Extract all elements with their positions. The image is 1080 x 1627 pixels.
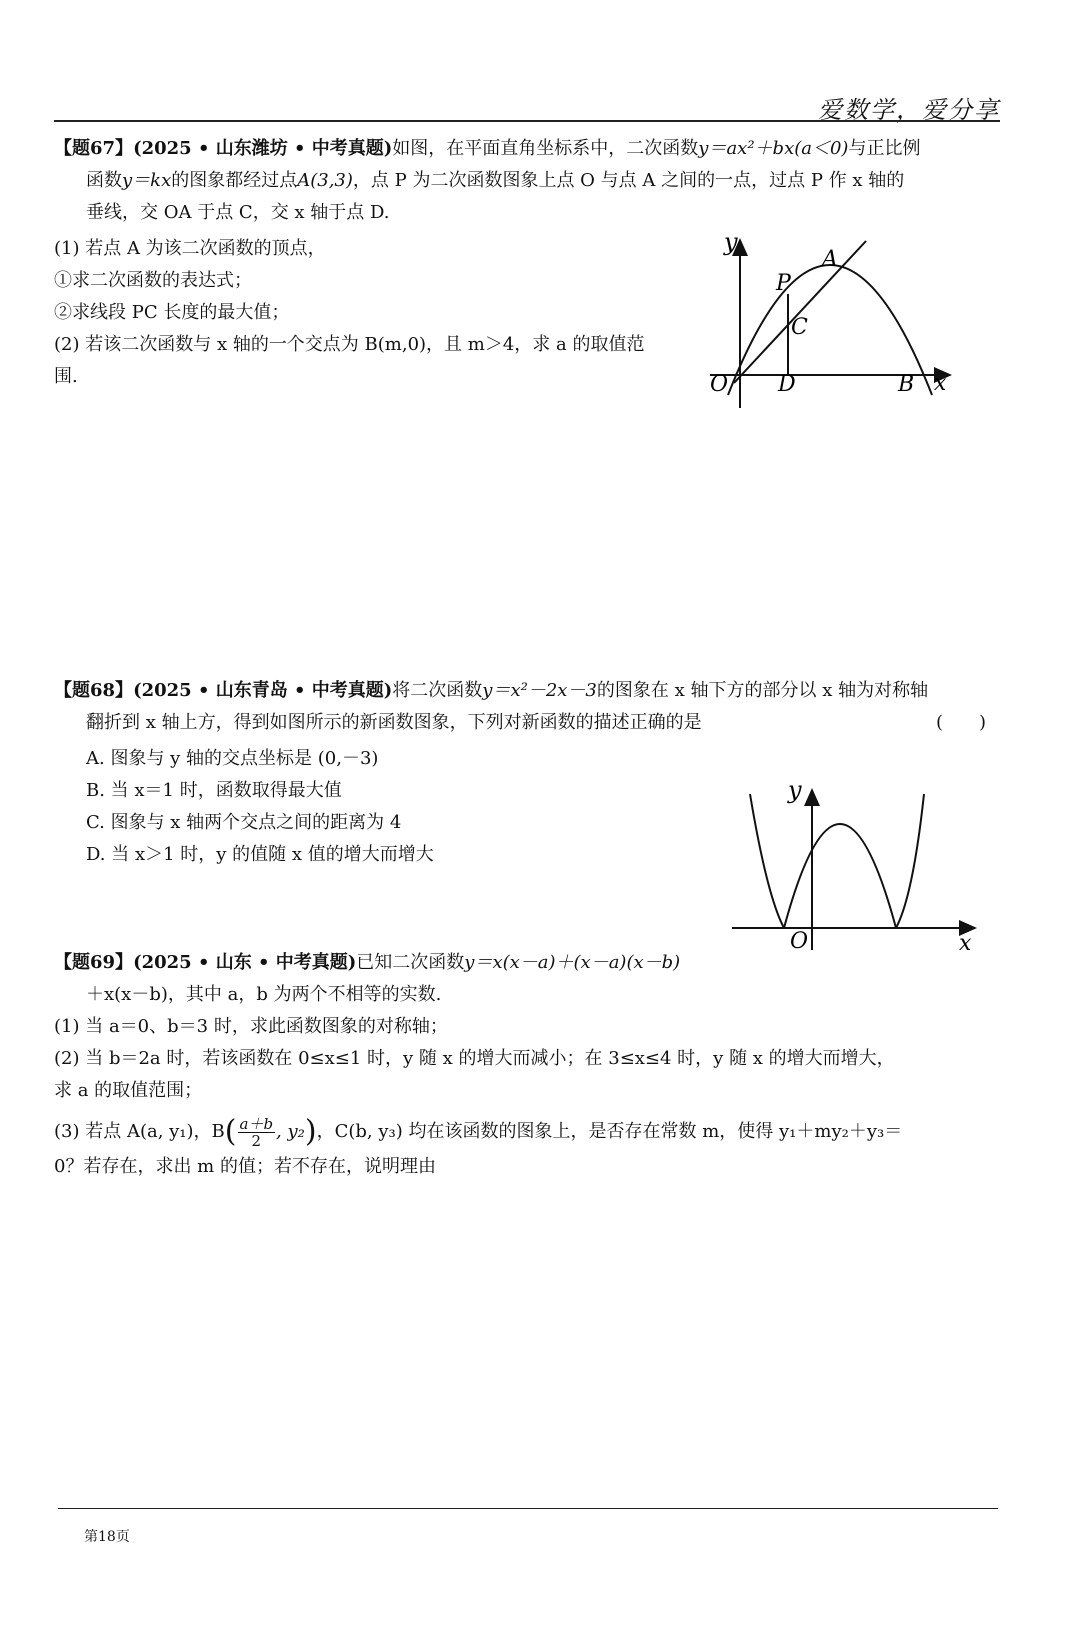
q69-formula: y＝x(x－a)＋(x－a)(x－b) — [464, 952, 681, 973]
q68-option-c: C. 图象与 x 轴两个交点之间的距离为 4 — [86, 812, 402, 833]
q67-part-1-ii: ②求线段 PC 长度的最大值； — [54, 302, 290, 323]
line-oa — [734, 241, 866, 383]
q68-figure — [740, 776, 980, 975]
q69-part-3-text: ，C(b, y₃) 均在该函数的图象上，是否存在常数 m，使得 y₁＋my₂＋y₃＝ — [316, 1121, 903, 1142]
q67-point-a: A(3,3) — [297, 170, 353, 191]
q67-source: (2025 • 山东潍坊 • 中考真题) — [133, 138, 393, 159]
q67-line-1 — [54, 134, 920, 164]
fraction-denominator: 2 — [251, 1131, 262, 1150]
q69-source: (2025 • 山东 • 中考真题) — [133, 952, 357, 973]
q67-stem-text: 与正比例 — [848, 138, 921, 159]
label-c: C — [791, 315, 808, 340]
q68-source: (2025 • 山东青岛 • 中考真题) — [133, 680, 393, 701]
label-y: y — [724, 228, 738, 256]
q68-option-b: B. 当 x＝1 时，函数取得最大值 — [86, 780, 342, 801]
header-rule — [54, 120, 1000, 122]
q69-part-3-text: (3) 若点 A(a, y₁)，B — [54, 1121, 225, 1142]
page-number: 第18页 — [84, 1529, 130, 1545]
header-slogan: 爱数学，爱分享 — [818, 96, 1000, 124]
right-branch — [896, 794, 924, 928]
label-y: y — [788, 776, 802, 804]
q69-part-1: (1) 当 a＝0、b＝3 时，求此函数图象的对称轴； — [54, 1016, 448, 1037]
q67-stem-text: 如图，在平面直角坐标系中，二次函数 — [392, 138, 699, 159]
footer-rule — [58, 1508, 998, 1509]
q68-line-2: 翻折到 x 轴上方，得到如图所示的新函数图象，下列对新函数的描述正确的是 — [86, 712, 702, 733]
q67-part-1-i: ①求二次函数的表达式； — [54, 270, 252, 291]
q67-quadratic-formula: y＝ax²＋bx(a＜0) — [698, 138, 849, 159]
label-x: x — [934, 371, 947, 396]
q69-part-3 — [54, 1112, 902, 1152]
right-paren: ) — [304, 1114, 317, 1149]
q67-tag: 【题67】 — [54, 138, 134, 159]
q68-line-1 — [54, 676, 928, 706]
q69-tag: 【题69】 — [54, 952, 134, 973]
q68-option-d: D. 当 x＞1 时，y 的值随 x 值的增大而增大 — [86, 844, 434, 865]
label-o: O — [710, 372, 729, 397]
q67-figure — [710, 228, 980, 420]
folded-arch — [784, 824, 896, 928]
q68-answer-blank: ( ) — [936, 712, 987, 733]
q67-stem-text: 函数 — [86, 170, 122, 191]
q69-part-3-text: , y₂ — [276, 1121, 305, 1142]
q67-stem-text: ，点 P 为二次函数图象上点 O 与点 A 之间的一点，过点 P 作 x 轴的 — [352, 170, 905, 191]
q67-part-2: (2) 若该二次函数与 x 轴的一个交点为 B(m,0)，且 m＞4，求 a 的取值范 — [54, 334, 645, 355]
q69-stem-text: 已知二次函数 — [356, 952, 465, 973]
q67-line-3: 垂线，交 OA 于点 C，交 x 轴于点 D. — [86, 202, 390, 223]
q67-linear-formula: y＝kx — [122, 170, 172, 191]
label-a: A — [822, 247, 838, 272]
label-b: B — [898, 372, 915, 397]
fraction-a-plus-b-over-2 — [238, 1116, 276, 1149]
label-x: x — [959, 931, 972, 956]
q69-line-2: ＋x(x－b)，其中 a，b 为两个不相等的实数. — [86, 984, 442, 1005]
left-branch — [750, 794, 784, 928]
q67-stem-text: 的图象都经过点 — [171, 170, 298, 191]
q68-formula: y＝x²－2x－3 — [482, 680, 597, 701]
q69-part-2-cont: 求 a 的取值范围； — [54, 1080, 203, 1101]
q68-stem-text: 将二次函数 — [392, 680, 483, 701]
q69-line-1 — [54, 948, 680, 978]
q67-part-2-cont: 围. — [54, 366, 78, 387]
left-paren: ( — [224, 1114, 237, 1149]
q67-part-1: (1) 若点 A 为该二次函数的顶点， — [54, 238, 326, 259]
q68-tag: 【题68】 — [54, 680, 134, 701]
q69-part-2: (2) 当 b＝2a 时，若该函数在 0≤x≤1 时，y 随 x 的增大而减小；在 3≤x≤4 时，y 随 x 的增大而增大， — [54, 1048, 895, 1069]
q68-stem-text: 的图象在 x 轴下方的部分以 x 轴为对称轴 — [596, 680, 929, 701]
label-d: D — [778, 372, 796, 397]
label-o: O — [790, 929, 809, 954]
fraction-numerator: a＋b — [239, 1114, 274, 1133]
label-p: P — [776, 271, 791, 296]
q67-line-2 — [86, 166, 904, 196]
q69-part-3-cont: 0？若存在，求出 m 的值；若不存在，说明理由 — [54, 1156, 436, 1177]
q68-option-a: A. 图象与 y 轴的交点坐标是 (0,－3) — [86, 748, 379, 769]
